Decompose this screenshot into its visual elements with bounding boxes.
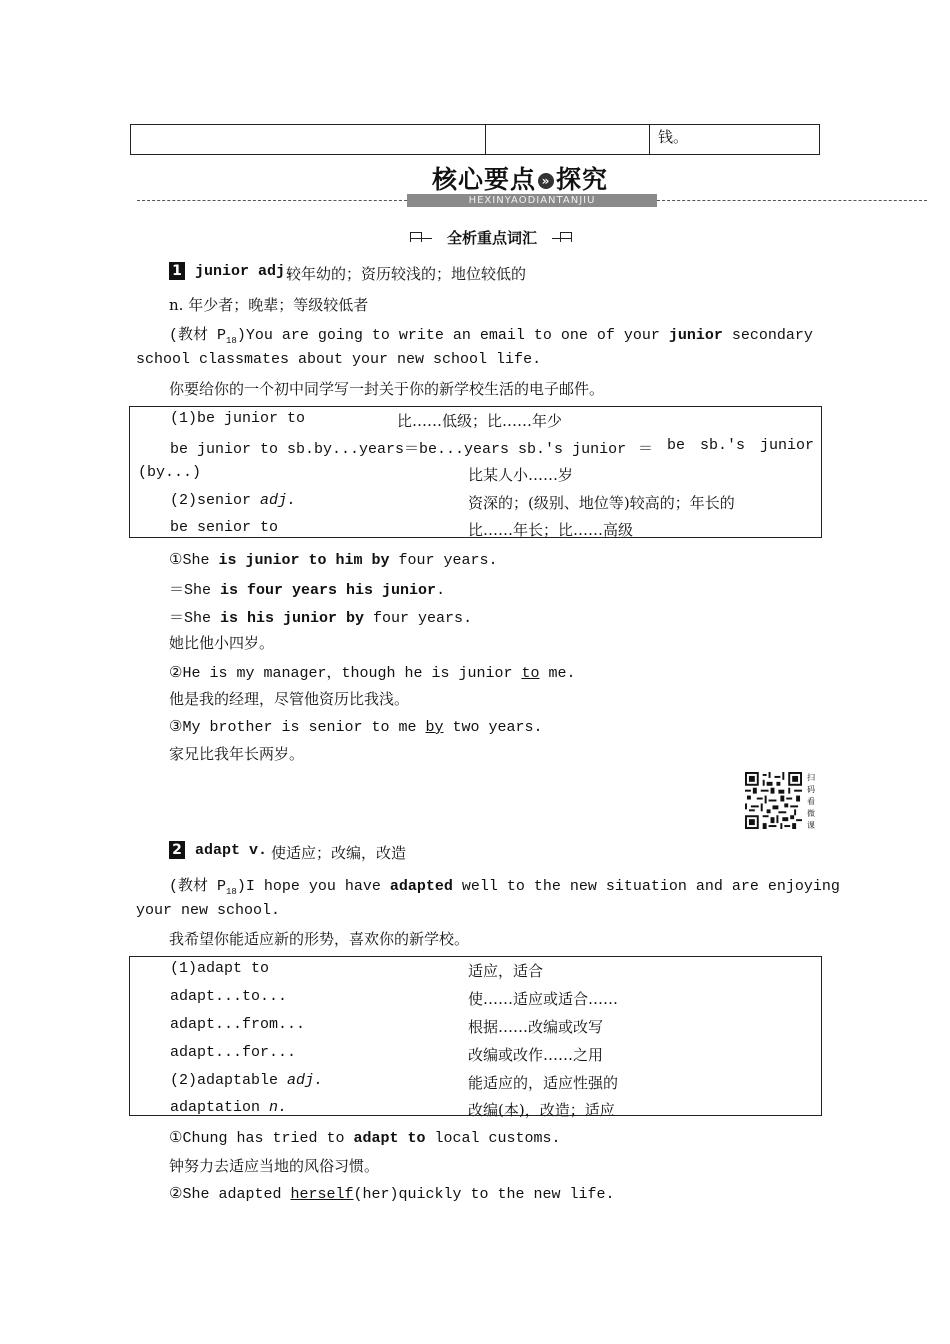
qr-caption: 扫码看微课 (807, 773, 815, 830)
sentence-translation: 钟努力去适应当地的风俗习惯。 (169, 1157, 380, 1175)
sentence-text: four years. (389, 552, 498, 569)
sentence-text: . (436, 582, 446, 599)
item-number-badge: 1 (169, 262, 185, 280)
item-number-badge: 2 (169, 841, 185, 859)
table-divider (649, 125, 650, 154)
phrase-box-1 (129, 406, 822, 538)
example-sentence (169, 1128, 561, 1147)
phrase-text: (2)senior (170, 492, 261, 509)
headword: adapt v. (195, 842, 268, 859)
sentence-keyword: is his junior by (220, 610, 365, 627)
example-text: (教材 P (169, 327, 227, 344)
example-text: )You are going to write an email to one of your (236, 327, 669, 344)
sentence-text: two years. (443, 719, 543, 736)
page-number: 18 (226, 336, 237, 346)
double-arrow-icon: » (538, 173, 554, 189)
pos-label: adj. (260, 492, 297, 509)
phrase: (by...) (138, 464, 202, 481)
example-text: secondary (722, 327, 813, 344)
phrase-box-2 (129, 956, 822, 1119)
example-text: (教材 P (169, 878, 227, 895)
definition-noun: n. 年少者；晚辈；等级较低者 (169, 296, 369, 314)
sentence-text: ③My brother is senior to me (169, 719, 426, 736)
sentence-text: ＝She (169, 610, 221, 627)
example-sentence (169, 606, 472, 627)
sentence-text: ①She (169, 552, 219, 569)
phrase: ＝ (638, 441, 654, 458)
example-sentence (169, 717, 543, 736)
phrase-meaning: 使……适应或适合…… (468, 990, 619, 1008)
phrase-meaning: 比……低级；比……年少 (397, 412, 563, 430)
phrase (170, 492, 296, 509)
phrase: (1)be junior to (170, 410, 306, 427)
bracket-left (410, 232, 422, 242)
sentence-text: ①Chung has tried to (169, 1130, 354, 1147)
pos-label: adj. (287, 1072, 324, 1089)
pos-label: n. (269, 1099, 288, 1116)
example-translation: 我希望你能适应新的形势，喜欢你的新学校。 (169, 930, 470, 948)
sentence-keyword: is junior to him by (218, 552, 390, 569)
table-cell-text: 钱。 (658, 128, 689, 146)
phrase-meaning: 适应，适合 (468, 962, 544, 980)
sentence-text: me. (539, 665, 576, 682)
banner-subtitle: HEXINYAODIANTANJIU (407, 194, 657, 207)
banner-rule-right (657, 200, 927, 201)
phrase: be junior to sb.by...years＝be...years sb.'s junior (170, 441, 627, 458)
bracket-right (560, 232, 572, 242)
phrase (170, 1072, 323, 1089)
banner-rule-left (137, 200, 407, 201)
textbook-example (169, 323, 813, 346)
sentence-text: (her)quickly to the new life. (353, 1186, 615, 1203)
example-translation: 你要给你的一个初中同学写一封关于你的新学校生活的电子邮件。 (169, 380, 605, 398)
example-sentence (169, 550, 498, 569)
sentence-answer: to (521, 665, 540, 682)
sentence-text: ＝She (169, 582, 221, 599)
phrase (170, 1099, 287, 1116)
sentence-text: ②He is my manager，though he is junior (169, 665, 522, 682)
example-text-line2: your new school. (136, 902, 281, 919)
phrase-meaning: 能适应的，适应性强的 (468, 1074, 619, 1092)
example-keyword: adapted (389, 878, 453, 895)
phrase-meaning: 改编或改作……之用 (468, 1046, 604, 1064)
sentence-translation: 他是我的经理，尽管他资历比我浅。 (169, 690, 410, 708)
table-divider (485, 125, 486, 154)
phrase-meaning: 资深的；(级别、地位等)较高的；年长的 (468, 494, 735, 512)
phrase: adapt...for... (170, 1044, 297, 1061)
page-number: 18 (226, 887, 237, 897)
phrase: be senior to (170, 519, 279, 536)
banner-title-part: 探究 (556, 165, 609, 194)
example-sentence (169, 661, 576, 682)
phrase-meaning: 改编(本)，改造；适应 (468, 1101, 615, 1119)
example-text-line2: school classmates about your new school life. (136, 351, 542, 368)
definition: 较年幼的；资历较浅的；地位较低的 (286, 265, 527, 283)
sentence-text: ②She adapted (169, 1186, 291, 1203)
phrase: (1)adapt to (170, 960, 270, 977)
sentence-answer: herself (290, 1186, 354, 1203)
example-text: well to the new situation and are enjoying (452, 878, 840, 895)
sentence-text: four years. (364, 610, 473, 627)
phrase-text: adaptation (170, 1099, 270, 1116)
phrase: adapt...to... (170, 988, 288, 1005)
example-sentence (169, 578, 445, 599)
phrase-meaning: 比……年长；比……高级 (468, 521, 634, 539)
sentence-text: local customs. (425, 1130, 561, 1147)
section-banner-title (432, 160, 608, 196)
phrase: be sb.'s junior (667, 437, 815, 454)
phrase-text: (2)adaptable (170, 1072, 288, 1089)
top-table-fragment (130, 124, 820, 155)
sentence-keyword: adapt to (353, 1130, 426, 1147)
section-tag (410, 228, 572, 248)
phrase-meaning: 比某人小……岁 (468, 466, 574, 484)
phrase: adapt...from... (170, 1016, 306, 1033)
sentence-answer: by (425, 719, 444, 736)
phrase-meaning: 根据……改编或改写 (468, 1018, 604, 1036)
example-text: )I hope you have (236, 878, 390, 895)
textbook-example (169, 874, 840, 897)
sentence-translation: 她比他小四岁。 (169, 634, 275, 652)
sentence-translation: 家兄比我年长两岁。 (169, 745, 305, 763)
qr-code-icon[interactable] (745, 772, 802, 829)
headword: junior adj. (195, 263, 295, 280)
example-sentence (169, 1184, 615, 1203)
banner-title-part: 核心要点 (432, 165, 537, 194)
definition: 使适应；改编，改造 (271, 844, 407, 862)
sentence-keyword: is four years his junior (220, 582, 437, 599)
example-keyword: junior (668, 327, 723, 344)
section-tag-label: 全析重点词汇 (432, 228, 552, 248)
